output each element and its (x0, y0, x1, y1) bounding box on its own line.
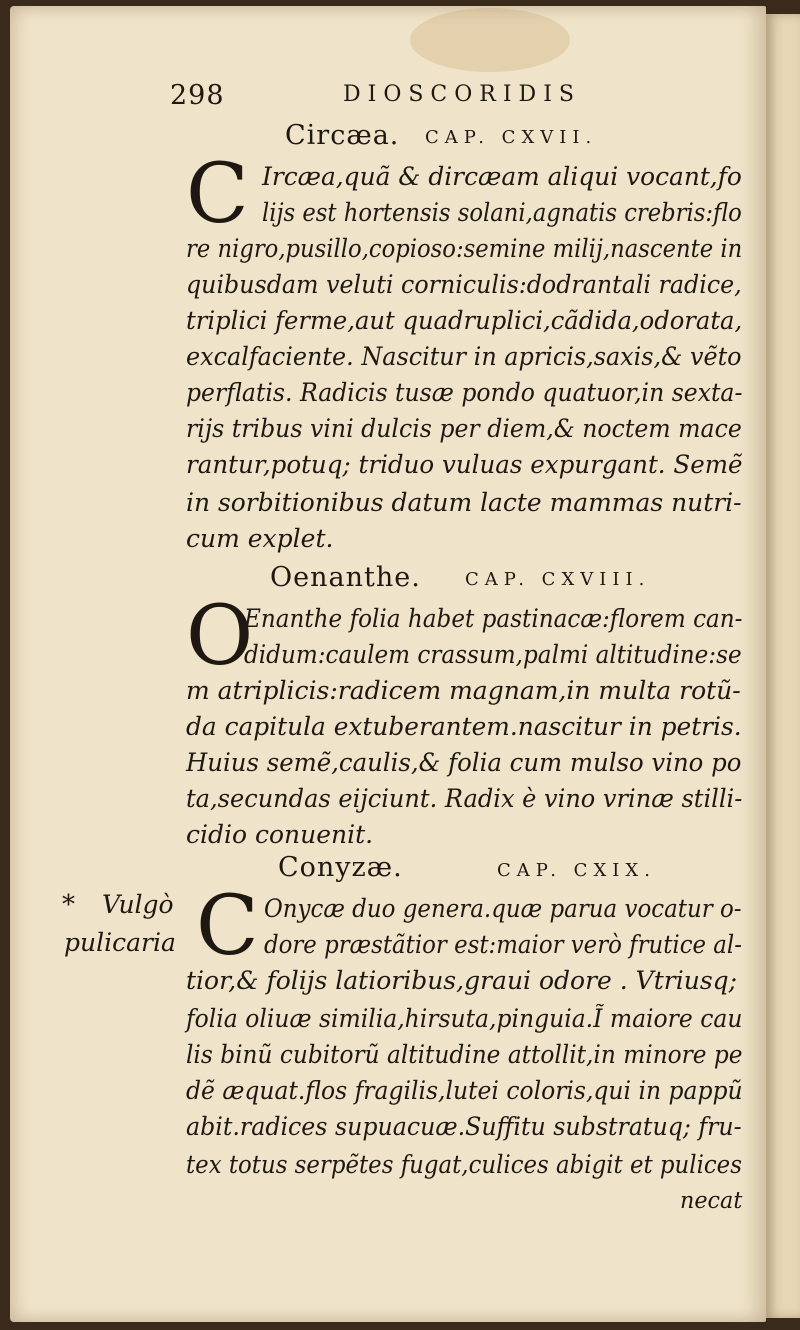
text-line: Ircæa,quã & dircæam aliqui vocant,fo (262, 162, 742, 191)
drop-capital: O (186, 589, 254, 684)
section-title: Oenanthe. (270, 562, 421, 593)
chapter-number: CAP. CXIX. (497, 860, 656, 881)
text-line: Huius semẽ,caulis,& folia cum mulso vino po (186, 748, 742, 777)
section-title: Circæa. (285, 120, 400, 151)
text-line: quibusdam veluti corniculis:dodrantali radice, (186, 270, 742, 299)
drop-capital: C (186, 147, 249, 242)
text-line: lijs est hortensis solani,agnatis crebris:flo (262, 198, 742, 227)
text-line: Onycæ duo genera.quæ parua vocatur o- (264, 894, 742, 923)
margin-note-line: pulicaria (64, 928, 176, 957)
text-line: rantur,potuq; triduo vuluas expurgant. Semẽ (186, 450, 743, 479)
running-title: DIOSCORIDIS (343, 82, 581, 107)
text-line: didum:caulem crassum,palmi altitudine:se (244, 640, 742, 669)
section-title: Conyzæ. (278, 852, 403, 883)
text-line: abit.radices supuacuæ.Suffitu substratuq; fru- (186, 1112, 742, 1141)
text-line: perflatis. Radicis tusæ pondo quatuor,in sexta- (186, 378, 743, 407)
page-number: 298 (170, 80, 225, 111)
next-page-edge (766, 14, 800, 1318)
text-line: cidio conuenit. (186, 820, 374, 849)
drop-capital: C (196, 879, 259, 974)
paper-stain (410, 8, 570, 72)
margin-note-marker: * (62, 890, 75, 920)
text-line: rijs tribus vini dulcis per diem,& noctem mace (186, 414, 742, 443)
text-line: Enanthe folia habet pastinacæ:florem can- (244, 604, 743, 633)
text-line: dẽ æquat.flos fragilis,lutei coloris,qui in pappũ (186, 1076, 743, 1105)
text-line: dore præstãtior est:maior verò frutice al- (264, 930, 742, 959)
text-line: excalfaciente. Nascitur in apricis,saxis,& vẽto (186, 342, 742, 371)
text-line: triplici ferme,aut quadruplici,cãdida,odorata, (186, 306, 743, 335)
text-line: folia oliuæ similia,hirsuta,pinguia.Ĩ maiore cau (186, 1004, 743, 1033)
chapter-number: CAP. CXVIII. (465, 569, 651, 590)
text-line: tior,& folijs latioribus,graui odore . Vtriusq; (186, 966, 738, 995)
text-line: cum explet. (186, 524, 334, 553)
text-line: ta,secundas eijciunt. Radix è vino vrinæ stilli- (186, 784, 743, 813)
text-line: lis binũ cubitorũ altitudine attollit,in minore pe (186, 1040, 743, 1069)
text-line: da capitula extuberantem.nascitur in petris. (186, 712, 742, 741)
margin-note-line: Vulgò (102, 890, 174, 919)
text-line: tex totus serpẽtes fugat,culices abigit et pulices (186, 1150, 742, 1179)
text-line: re nigro,pusillo,copioso:semine milij,nascente in (186, 234, 743, 263)
text-line: in sorbitionibus datum lacte mammas nutri- (186, 488, 742, 517)
catchword: necat (680, 1188, 743, 1214)
chapter-number: CAP. CXVII. (425, 127, 598, 148)
text-line: m atriplicis:radicem magnam,in multa rotũ- (186, 676, 741, 705)
